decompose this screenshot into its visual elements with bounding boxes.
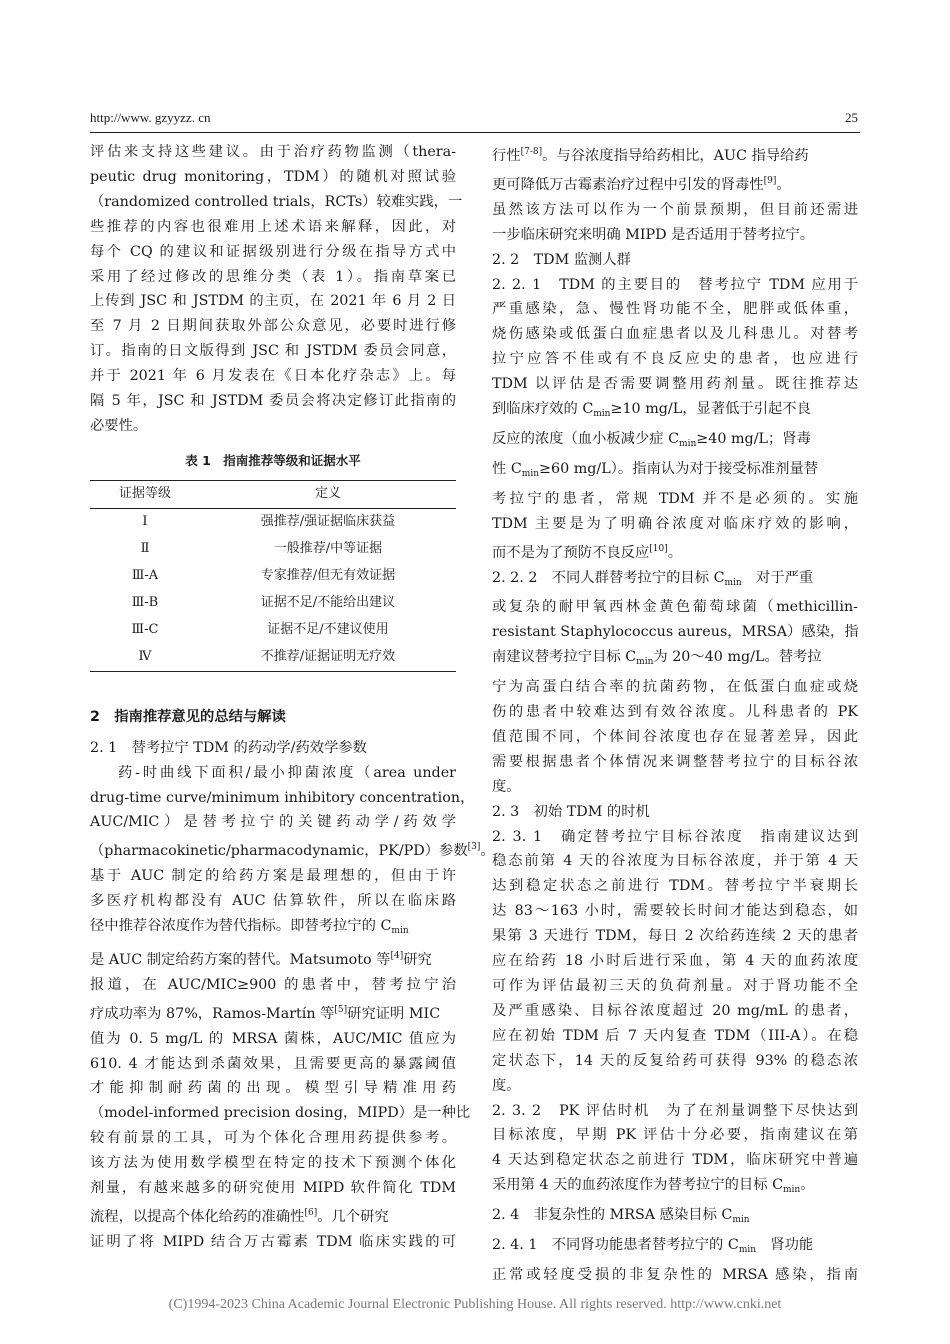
text-line: 可作为评估最初三天的负荷剂量。对于肾功能不全: [492, 978, 858, 994]
text-line: 反应的浓度（血小板减少症 $C_{min}\ge 40$ mg/L；肾毒: [492, 430, 811, 449]
citation: [7-8]: [520, 147, 543, 157]
table-cell: 证据不足/不建议使用: [267, 621, 389, 637]
text-line: 果第 3 天进行 TDM，每日 2 次给药连续 2 天的患者: [492, 928, 858, 945]
text-line: 达到稳定状态之前进行 TDM。替考拉宁半衰期长: [492, 878, 858, 895]
citation: [10]: [649, 543, 668, 554]
text-line: peutic drug monitoring，TDM）的随机对照试验: [90, 168, 456, 185]
text-line: 南建议替考拉宁目标 $C_{min}$为 20～40 mg/L。替考拉: [492, 649, 822, 668]
text-line: 考拉宁的患者，常规 TDM 并不是必须的。实施: [492, 490, 858, 507]
text-line: 及严重感染、目标谷浓度超过 20 mg/mL 的患者，: [492, 1002, 858, 1019]
citation: [9]: [763, 175, 777, 186]
table-row: [90, 590, 456, 617]
table-header-definition: 定义: [200, 480, 456, 508]
text-line: 而不是为了预防不良反应[10]。: [492, 543, 683, 561]
text-line: 应在给药 18 小时后进行采血，第 4 天的血药浓度: [492, 953, 858, 970]
header-url: http://www. gzyyzz. cn: [90, 110, 211, 125]
text-line: 径中推荐谷浓度作为替代指标。即替考拉宁的 $C_{min}$: [90, 918, 409, 937]
text-line: TDM 主要是为了明确谷浓度对临床疗效的影响，: [492, 515, 858, 532]
table-row: [90, 563, 456, 590]
text-line: 需要根据患者个体情况来调整替考拉宁的目标谷浓: [492, 753, 858, 770]
citation: [4]: [390, 950, 404, 961]
text-line: 严重感染，急、慢性肾功能不全，肥胖或低体重，: [492, 301, 858, 318]
text-line: 性 $C_{min}\ge 60$ mg/L）。指南认为对于接受标准剂量替: [492, 460, 819, 479]
text-line: 订。指南的日文版得到 JSC 和 JSTDM 委员会同意，: [90, 343, 456, 360]
text-line: 流程，以提高个体化给药的准确性[6]。几个研究: [90, 1208, 389, 1225]
text-line: 拉宁应答不佳或有不良反应史的患者，也应进行: [492, 351, 858, 368]
table-cell: 专家推荐/但无有效证据: [260, 567, 396, 583]
text-line: 疗成功率为 87%，Ramos-Martín 等[5]研究证明 MIC: [90, 1004, 441, 1022]
text-line: 该方法为使用数学模型在特定的技术下预测个体化: [90, 1155, 456, 1172]
text-line: 度。: [492, 778, 521, 795]
subsection-heading: 2. 1 替考拉宁 TDM 的药动学/药效学参数: [90, 739, 367, 756]
text-line: 证明了将 MIPD 结合万古霉素 TDM 临床实践的可: [90, 1233, 456, 1250]
citation: [6]: [304, 1208, 318, 1218]
text-line: 是 AUC 制定给药方案的替代。Matsumoto 等[4]研究: [90, 950, 432, 968]
text-line: 2. 4. 1 不同肾功能患者替考拉宁的 $C_{min}$ 肾功能: [492, 1237, 814, 1256]
table-cell: Ⅱ: [140, 540, 150, 556]
text-line: 才能抑制耐药菌的出现。模型引导精准用药: [90, 1080, 456, 1097]
table-cell: 强推荐/强证据临床获益: [260, 513, 396, 529]
table-row: [90, 617, 456, 644]
text-line: resistant Staphylococcus aureus，MRSA）感染，指: [492, 624, 859, 641]
table-cell: Ⅲ-B: [131, 594, 159, 610]
text-line: 目标浓度，早期 PK 评估十分必要，指南建议在第: [492, 1127, 858, 1144]
table-caption: 表 1 指南推荐等级和证据水平: [185, 452, 361, 468]
text-line: 伤的患者中较难达到有效谷浓度。儿科患者的 PK: [492, 704, 858, 721]
page-number: 25: [845, 110, 858, 125]
text-line: 隔 5 年，JSC 和 JSTDM 委员会将决定修订此指南的: [90, 393, 456, 410]
text-line: 采用了经过修改的思维分类（表 1）。指南草案已: [90, 268, 456, 285]
evidence-level-table: [90, 480, 456, 672]
text-line: 宁为高蛋白结合率的抗菌药物，在低蛋白血症或烧: [492, 679, 858, 696]
table-header-level: 证据等级: [90, 480, 200, 508]
text-line: 并于 2021 年 6 月发表在《日本化疗杂志》上。每: [90, 368, 456, 385]
text-line: 烧伤感染或低蛋白血症患者以及儿科患儿。对替考: [492, 326, 858, 343]
right-column: [492, 140, 858, 1288]
subsection-heading: 2. 4 非复杂性的 MRSA 感染目标 $C_{min}$: [492, 1207, 750, 1226]
table-cell: 一般推荐/中等证据: [273, 540, 383, 556]
text-line: 2. 3. 1 确定替考拉宁目标谷浓度 指南建议达到: [492, 828, 858, 845]
text-line: 药-时曲线下面积/最小抑菌浓度（area under: [118, 764, 456, 781]
table-cell: 不推荐/证据证明无疗效: [200, 644, 456, 672]
text-line: AUC/MIC）是替考拉宁的关键药动学/药效学: [90, 814, 456, 831]
text-line: （randomized controlled trials，RCTs）较难实践，一: [90, 193, 463, 210]
text-line: 每个 CQ 的建议和证据级别进行分级在指导方式中: [90, 243, 456, 260]
text-line: 行性[7-8]。与谷浓度指导给药相比，AUC 指导给药: [492, 147, 809, 164]
copyright-footer: (C)1994-2023 China Academic Journal Electronic Publishing House. All rights reserved. http://www.cnki.net: [168, 1297, 782, 1312]
text-line: 基于 AUC 制定的给药方案是最理想的，但由于许: [90, 868, 456, 885]
table-row: [90, 644, 456, 672]
text-line: 到临床疗效的 $C_{min}\ge 10$ mg/L，显著低于引起不良: [492, 401, 811, 420]
text-line: 稳态前第 4 天的谷浓度为目标谷浓度，并于第 4 天: [492, 853, 858, 870]
table-row: [90, 508, 456, 536]
text-line: 定状态下，14 天的反复给药可获得 93% 的稳态浓: [492, 1052, 858, 1069]
text-line: 更可降低万古霉素治疗过程中引发的肾毒性[9]。: [492, 175, 791, 193]
section-heading: 2 指南推荐意见的总结与解读: [90, 708, 286, 725]
text-line: 2. 3. 2 PK 评估时机 为了在剂量调整下尽快达到: [492, 1102, 858, 1119]
text-line: 2. 2. 2 不同人群替考拉宁的目标 $C_{min}$ 对于严重: [492, 569, 814, 588]
table-cell: Ⅰ: [142, 513, 148, 529]
left-column: [90, 140, 495, 1255]
text-line: 必要性。: [90, 417, 148, 434]
text-line: （model-informed precision dosing，MIPD）是一种比: [90, 1105, 471, 1122]
text-line: 2. 2. 1 TDM 的主要目的 替考拉宁 TDM 应用于: [492, 276, 858, 293]
text-line: 值范围不同，个体间谷浓度也存在显著差异，因此: [492, 728, 858, 745]
subsection-heading: 2. 2 TDM 监测人群: [492, 251, 631, 268]
table-cell: Ⅲ-A: [131, 567, 159, 583]
text-line: 或复杂的耐甲氧西林金黄色葡萄球菌（methicillin-: [492, 599, 858, 616]
text-line: 报道，在 AUC/MIC≥900 的患者中，替考拉宁治: [90, 976, 456, 993]
table-cell: Ⅲ-C: [131, 621, 159, 637]
table-row: [90, 536, 456, 563]
table-cell: 证据不足/不能给出建议: [260, 594, 396, 610]
text-line: 度。: [492, 1077, 521, 1094]
text-line: 至 7 月 2 日期间获取外部公众意见，必要时进行修: [90, 318, 456, 335]
text-line: drug-time curve/minimum inhibitory concentration，: [90, 789, 475, 806]
text-line: TDM 以评估是否需要调整用药剂量。既往推荐达: [492, 376, 858, 393]
citation: [5]: [334, 1004, 348, 1015]
text-line: 采用第 4 天的血药浓度作为替考拉宁的目标 $C_{min}$。: [492, 1177, 815, 1196]
text-line: 应在初始 TDM 后 7 天内复查 TDM（III-A）。在稳: [492, 1027, 858, 1044]
text-line: 多医疗机构都没有 AUC 估算软件，所以在临床路: [90, 893, 456, 910]
subsection-heading: 2. 3 初始 TDM 的时机: [492, 803, 650, 820]
text-line: （pharmacokinetic/pharmacodynamic，PK/PD）参数[3]。: [90, 842, 495, 860]
citation: [3]: [467, 842, 481, 853]
text-line: 虽然该方法可以作为一个前景预期，但目前还需进: [492, 201, 858, 218]
header-rule: [90, 132, 860, 133]
text-line: 评估来支持这些建议。由于治疗药物监测（thera-: [90, 144, 456, 160]
text-line: 上传到 JSC 和 JSTDM 的主页，在 2021 年 6 月 2 日: [90, 293, 456, 310]
text-line: 值为 0. 5 mg/L 的 MRSA 菌株，AUC/MIC 值应为: [90, 1030, 456, 1047]
text-line: 4 天达到稳定状态之前进行 TDM，临床研究中普遍: [492, 1152, 858, 1169]
text-line: 正常或轻度受损的非复杂性的 MRSA 感染，指南: [492, 1266, 858, 1283]
text-line: 些推荐的内容也很难用上述术语来解释，因此，对: [90, 218, 456, 235]
text-line: 较有前景的工具，可为个体化合理用药提供参考。: [90, 1130, 456, 1147]
text-line: 一步临床研究来明确 MIPD 是否适用于替考拉宁。: [492, 226, 815, 243]
text-line: 610. 4 才能达到杀菌效果，且需要更高的暴露阈值: [90, 1055, 456, 1072]
text-line: 达 83～163 小时，需要较长时间才能达到稳态，如: [492, 903, 858, 920]
table-cell: Ⅳ: [90, 644, 200, 672]
text-line: 剂量，有越来越多的研究使用 MIPD 软件简化 TDM: [90, 1180, 456, 1197]
